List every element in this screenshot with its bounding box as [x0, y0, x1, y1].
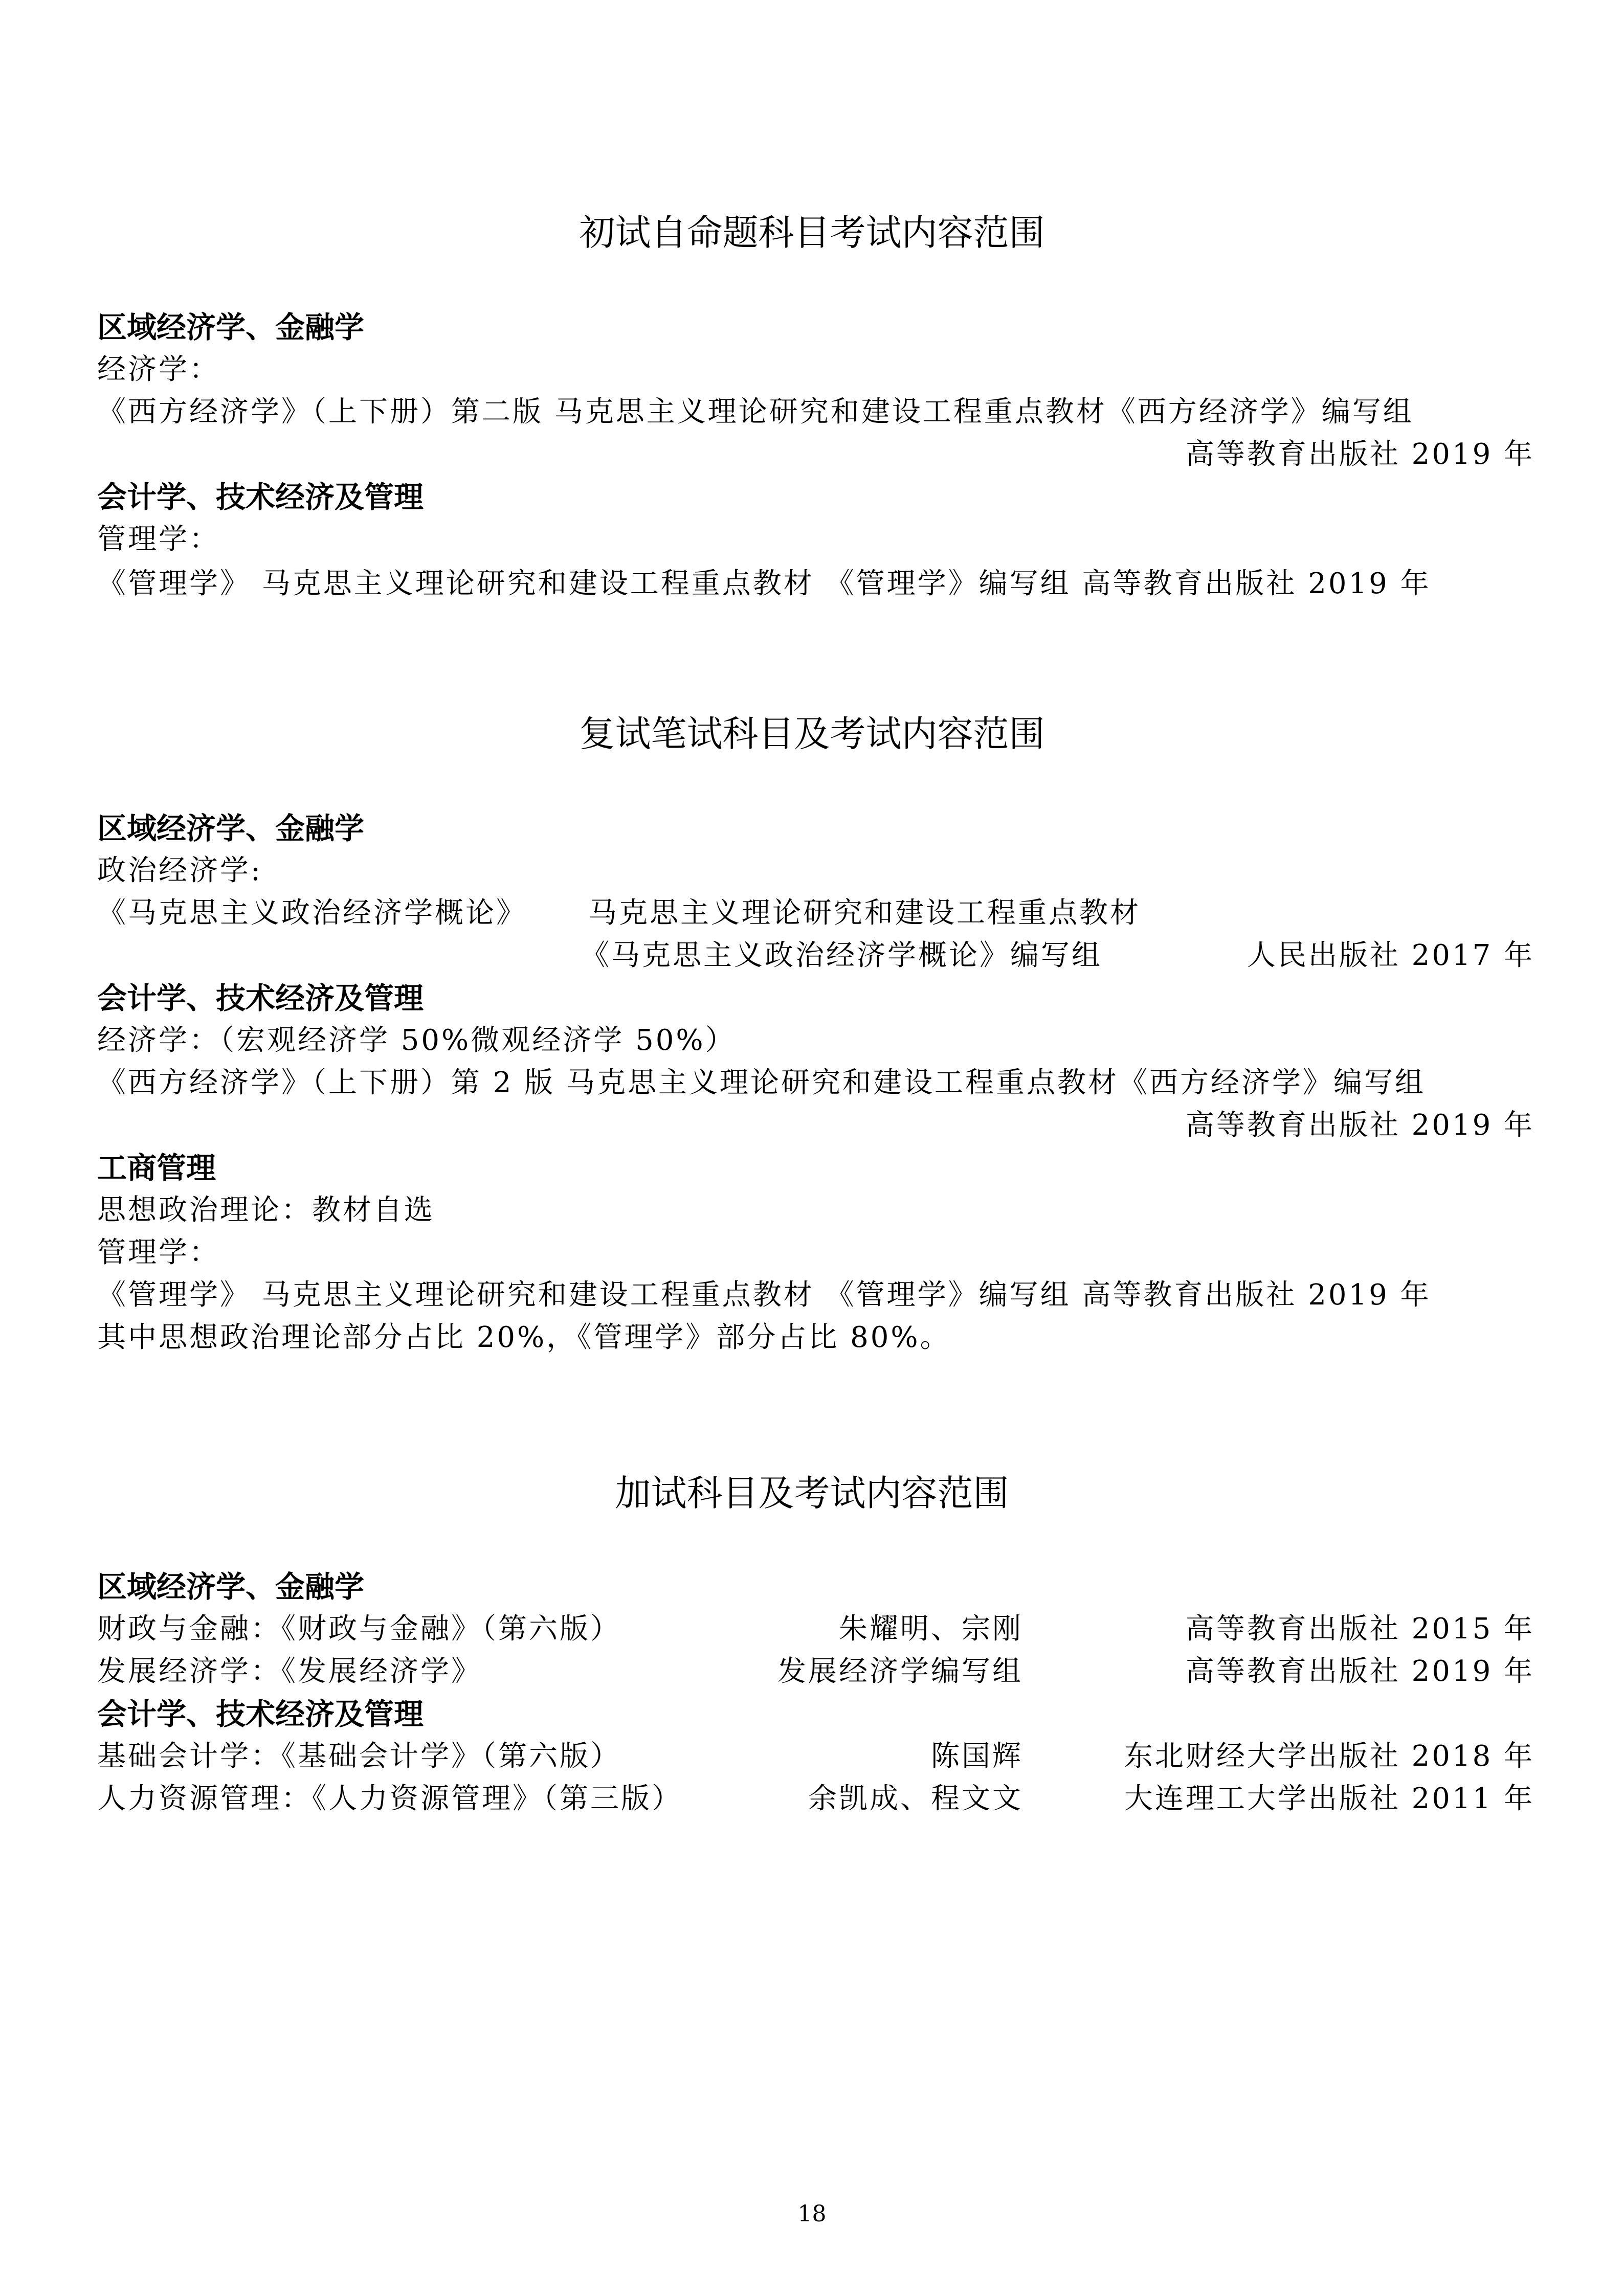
group-heading: 会计学、技术经济及管理	[97, 981, 424, 1016]
section-title-retest: 复试笔试科目及考试内容范围	[579, 713, 1045, 755]
subject-label: 政治经济学:	[97, 854, 262, 887]
subject-label: 经济学：	[97, 353, 220, 386]
book-title: 发展经济学：《发展经济学》	[97, 1655, 482, 1688]
subject-label: 管理学：	[97, 1236, 220, 1269]
group-heading: 工商管理	[97, 1151, 216, 1185]
subject-label: 管理学：	[97, 523, 220, 556]
group-heading: 会计学、技术经济及管理	[97, 1697, 424, 1731]
publisher-line: 人民出版社 2017 年	[1247, 939, 1534, 972]
group-heading: 区域经济学、金融学	[97, 310, 365, 345]
subject-label: 思想政治理论：教材自选	[97, 1194, 435, 1227]
book-series: 马克思主义理论研究和建设工程重点教材	[588, 896, 1141, 930]
book-author: 发展经济学编写组	[777, 1655, 1023, 1688]
group-heading: 区域经济学、金融学	[97, 1569, 365, 1604]
book-author: 余凯成、程文文	[808, 1782, 1023, 1815]
section-title-preliminary: 初试自命题科目考试内容范围	[579, 212, 1045, 254]
group-heading: 会计学、技术经济及管理	[97, 480, 424, 514]
publisher-line: 高等教育出版社 2019 年	[1185, 1109, 1534, 1142]
subject-label: 经济学：（宏观经济学 50%微观经济学 50%）	[97, 1024, 736, 1057]
book-line: 《管理学》 马克思主义理论研究和建设工程重点教材 《管理学》编写组 高等教育出版社 2019 年	[97, 567, 1431, 600]
book-line: 《管理学》 马克思主义理论研究和建设工程重点教材 《管理学》编写组 高等教育出版社 2019 年	[97, 1278, 1431, 1312]
book-author: 朱耀明、宗刚	[839, 1612, 1023, 1646]
book-publisher: 高等教育出版社 2015 年	[1185, 1612, 1534, 1646]
book-publisher: 东北财经大学出版社 2018 年	[1124, 1740, 1534, 1773]
group-heading: 区域经济学、金融学	[97, 811, 365, 846]
page-number: 18	[797, 2201, 827, 2227]
book-title: 《马克思主义政治经济学概论》	[97, 896, 527, 930]
book-line: 《西方经济学》（上下册）第 2 版 马克思主义理论研究和建设工程重点教材《西方经济学》编写组	[97, 1066, 1426, 1099]
book-publisher: 高等教育出版社 2019 年	[1185, 1655, 1534, 1688]
book-editor: 《马克思主义政治经济学概论》编写组	[581, 939, 1102, 972]
note-line: 其中思想政治理论部分占比 20%，《管理学》部分占比 80%。	[97, 1321, 951, 1354]
book-publisher: 大连理工大学出版社 2011 年	[1124, 1782, 1534, 1815]
section-title-additional: 加试科目及考试内容范围	[615, 1472, 1009, 1514]
book-title: 基础会计学：《基础会计学》（第六版）	[97, 1740, 621, 1773]
book-title: 财政与金融：《财政与金融》（第六版）	[97, 1612, 621, 1646]
book-author: 陈国辉	[931, 1740, 1023, 1773]
book-line: 《西方经济学》（上下册）第二版 马克思主义理论研究和建设工程重点教材《西方经济学》编写组	[97, 395, 1414, 429]
book-title: 人力资源管理：《人力资源管理》（第三版）	[97, 1782, 682, 1815]
publisher-line: 高等教育出版社 2019 年	[1185, 438, 1534, 471]
